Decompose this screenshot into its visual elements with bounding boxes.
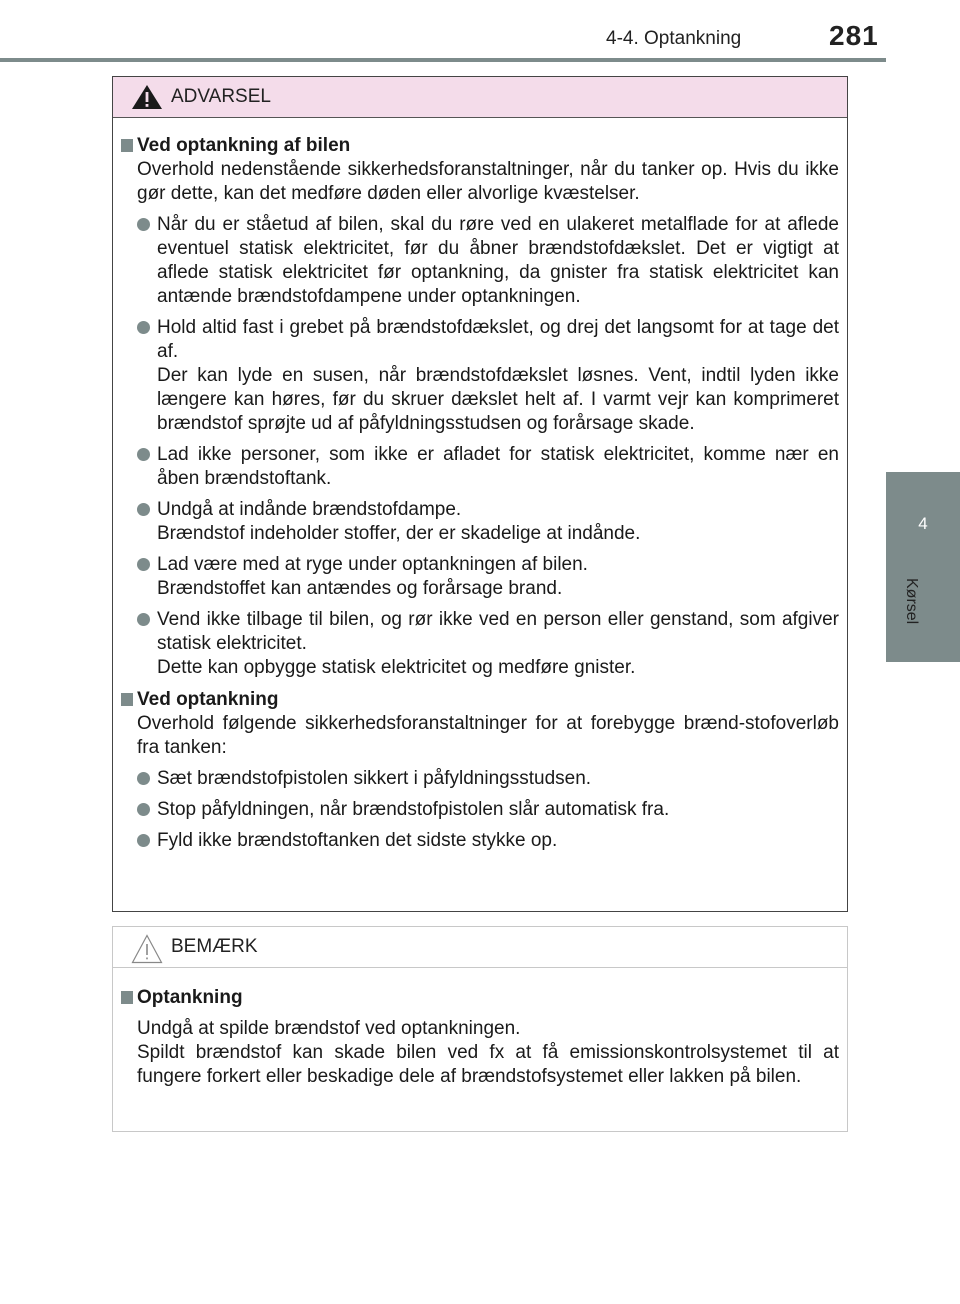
section-intro: Overhold nedenstående sikkerhedsforanstaltninger, når du tanker op. Hvis du ikke gør dette, kan det medføre døden eller alvorlige kvæstelser. bbox=[137, 159, 839, 204]
round-bullet-icon bbox=[137, 613, 150, 626]
warning-box bbox=[112, 76, 848, 912]
header-rule bbox=[0, 58, 886, 62]
notice-title: BEMÆRK bbox=[171, 936, 258, 957]
warning-section bbox=[121, 134, 839, 680]
round-bullet-icon bbox=[137, 772, 150, 785]
round-bullet-icon bbox=[137, 218, 150, 231]
section-title: 4-4. Optankning bbox=[606, 28, 742, 49]
list-item: Sæt brændstofpistolen sikkert i påfyldningsstudsen. bbox=[121, 767, 839, 791]
warning-section bbox=[121, 688, 839, 853]
section-text: Undgå at spilde brændstof ved optankningen. Spildt brændstof kan skade bilen ved fx at få emissionskontrolsystemet til at fungere forkert eller beskadige dele af brændstofsystemet eller lakken på bilen. bbox=[137, 1018, 839, 1087]
square-bullet-icon bbox=[121, 991, 133, 1004]
round-bullet-icon bbox=[137, 321, 150, 334]
notice-body bbox=[113, 968, 847, 1089]
round-bullet-icon bbox=[137, 558, 150, 571]
section-heading: Optankning bbox=[121, 986, 839, 1010]
list-item: Fyld ikke brændstoftanken det sidste stykke op. bbox=[121, 829, 839, 853]
caution-triangle-outline-icon bbox=[131, 934, 163, 964]
warning-triangle-icon bbox=[131, 84, 163, 110]
warning-body bbox=[113, 118, 847, 853]
square-bullet-icon bbox=[121, 693, 133, 706]
round-bullet-icon bbox=[137, 503, 150, 516]
list-item: Lad ikke personer, som ikke er afladet for statisk elektricitet, komme nær en åben brændstoftank. bbox=[121, 443, 839, 491]
section-heading: Ved optankning bbox=[121, 688, 839, 712]
list-item: Stop påfyldningen, når brændstofpistolen slår automatisk fra. bbox=[121, 798, 839, 822]
chapter-number: 4 bbox=[918, 514, 928, 533]
warning-title: ADVARSEL bbox=[171, 86, 271, 107]
section-intro: Overhold følgende sikkerhedsforanstaltninger for at forebygge brænd-stofoverløb fra tanken: bbox=[137, 713, 839, 758]
round-bullet-icon bbox=[137, 448, 150, 461]
section-heading: Ved optankning af bilen bbox=[121, 134, 839, 158]
notice-box bbox=[112, 926, 848, 1132]
warning-header bbox=[113, 77, 847, 118]
notice-section bbox=[121, 986, 839, 1089]
round-bullet-icon bbox=[137, 803, 150, 816]
round-bullet-icon bbox=[137, 834, 150, 847]
list-item: Undgå at indånde brændstofdampe. Brændstof indeholder stoffer, der er skadelige at indånde. bbox=[121, 498, 839, 546]
page-number: 281 bbox=[829, 20, 879, 51]
list-item: Vend ikke tilbage til bilen, og rør ikke ved en person eller genstand, som afgiver statisk elektricitet. Dette kan opbygge statisk elektricitet og medføre gnister. bbox=[121, 608, 839, 680]
list-item: Lad være med at ryge under optankningen af bilen. Brændstoffet kan antændes og forårsage brand. bbox=[121, 553, 839, 601]
list-item: Hold altid fast i grebet på brændstofdækslet, og drej det langsomt for at tage det af. Der kan lyde en susen, når brændstofdækslet løsnes. Vent, indtil lyden ikke længere kan høres, før du skruer dækslet helt af. I varmt vejr kan komprimeret brændstof sprøjte ud af påfyldningsstudsen og forårsage skade. bbox=[121, 316, 839, 436]
square-bullet-icon bbox=[121, 139, 133, 152]
list-item: Når du er ståetud af bilen, skal du røre ved en ulakeret metalflade for at aflede eventuel statisk elektricitet, før du åbner brændstofdækslet. Det er vigtigt at aflede statisk elektricitet før optankning, da gnister fra statisk elektricitet kan antænde brændstofdampene under optankningen. bbox=[121, 213, 839, 309]
chapter-tab bbox=[886, 472, 960, 662]
notice-header bbox=[113, 927, 847, 968]
